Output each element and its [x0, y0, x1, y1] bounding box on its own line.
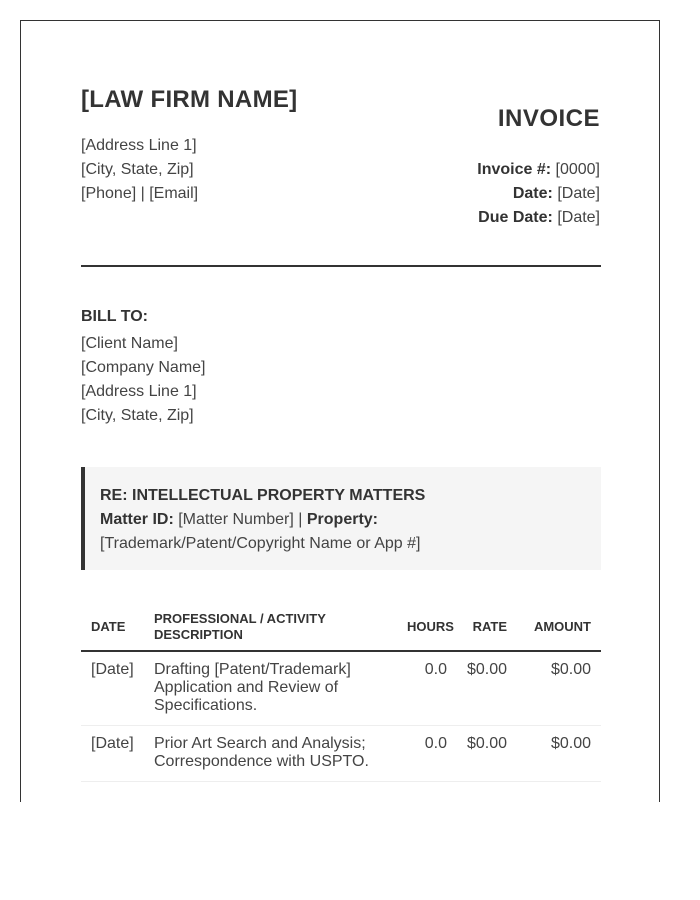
- bill-to-address-line1: [Address Line 1]: [81, 383, 197, 400]
- matter-id-value: [Matter Number]: [178, 511, 294, 528]
- matter-separator: |: [293, 511, 307, 528]
- row-date: [Date]: [81, 726, 144, 782]
- invoice-due-date-label: Due Date:: [478, 209, 553, 226]
- header-date: DATE: [81, 603, 144, 651]
- firm-phone: [Phone]: [81, 185, 137, 202]
- row-description: Drafting [Patent/Trademark] Application and Review of Specifications.: [144, 651, 397, 726]
- invoice-number-row: [477, 158, 600, 182]
- row-rate: $0.00: [457, 651, 517, 726]
- invoice-title: INVOICE: [497, 105, 600, 132]
- invoice-due-date-row: [477, 206, 600, 230]
- matter-id-label: Matter ID:: [100, 511, 174, 528]
- row-hours: 0.0: [397, 651, 457, 726]
- invoice-meta: [477, 158, 600, 230]
- bill-to-client-name: [Client Name]: [81, 335, 178, 352]
- header-hours: HOURS: [397, 603, 457, 651]
- firm-name: [LAW FIRM NAME]: [81, 86, 298, 113]
- header-amount: AMOUNT: [517, 603, 601, 651]
- invoice-date-label: Date:: [512, 185, 553, 202]
- row-amount: $0.00: [517, 651, 601, 726]
- invoice-number-value: [0000]: [555, 161, 600, 178]
- firm-contact: [81, 182, 198, 206]
- invoice-date-row: [477, 182, 600, 206]
- invoice-date-value: [Date]: [557, 185, 600, 202]
- contact-separator: |: [136, 185, 150, 202]
- row-rate: $0.00: [457, 726, 517, 782]
- matter-reference-title: RE: INTELLECTUAL PROPERTY MATTERS: [100, 487, 426, 504]
- table-row: [81, 651, 601, 726]
- table-row: [81, 726, 601, 782]
- matter-reference-box: [81, 467, 601, 570]
- firm-address-line1: [Address Line 1]: [81, 137, 197, 154]
- invoice-number-label: Invoice #:: [477, 161, 552, 178]
- bill-to-heading: BILL TO:: [81, 308, 148, 325]
- property-value: [Trademark/Patent/Copyright Name or App #]: [100, 535, 421, 552]
- bill-to-city-state-zip: [City, State, Zip]: [81, 407, 194, 424]
- invoice-due-date-value: [Date]: [557, 209, 600, 226]
- firm-address-block: [81, 134, 198, 206]
- table-header-row: [81, 603, 601, 651]
- firm-email: [Email]: [149, 185, 199, 202]
- header-rate: RATE: [457, 603, 517, 651]
- line-items-table: [81, 603, 601, 782]
- row-hours: 0.0: [397, 726, 457, 782]
- firm-city-state-zip: [City, State, Zip]: [81, 161, 194, 178]
- header-description: PROFESSIONAL / ACTIVITY DESCRIPTION: [144, 603, 397, 651]
- header-divider: [81, 265, 601, 267]
- row-amount: $0.00: [517, 726, 601, 782]
- property-label: Property:: [306, 511, 378, 528]
- invoice-page: [20, 20, 660, 802]
- matter-reference-details: [100, 508, 585, 532]
- bill-to-company-name: [Company Name]: [81, 359, 206, 376]
- bill-to-block: [81, 332, 206, 428]
- row-date: [Date]: [81, 651, 144, 726]
- row-description: Prior Art Search and Analysis; Correspondence with USPTO.: [144, 726, 397, 782]
